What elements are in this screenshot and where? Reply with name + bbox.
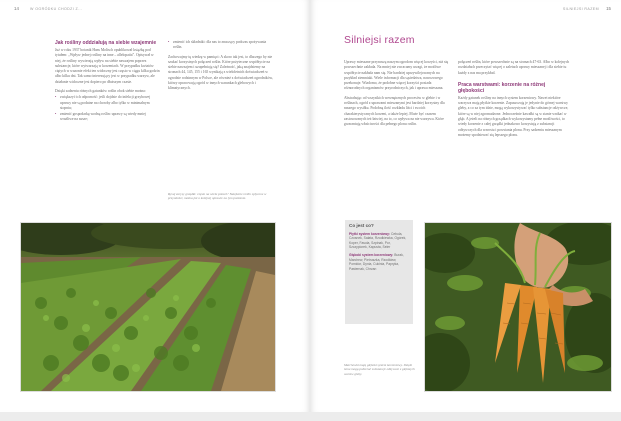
paragraph: Abstrahując od wszystkich wewnętrznych procesów w glebie i w roślinach, ogród z uprawami mieszanymi jest bardziej korzystny dla naszego wysiłku. Podobną ilość rozkładu liści i swoich charakterystycznych korzeni, a także lepiej. Może być czasem zastosowanych też łatwiej, na to, co wpływa na nie warzywa. Które gwarantują właściwości dla pełnego plonu roślin. — [344, 95, 445, 127]
right-column-2 — [458, 60, 570, 142]
left-photo-caption: Rysuj zarysy grządki: często na wielu polach? Natężenie roślin spłycone w przyszłości, można już o kolejnej uprawie na tym poziomie. — [168, 192, 267, 201]
left-column-1 — [55, 40, 160, 123]
sidebox-group-text: Burak, Marchew, Pietruszka, Rzodkiew, Pomidor, Dynia, Cukinia, Papryka, Pasternak, Chrzan — [349, 252, 404, 271]
paragraph: Już w roku 1937 botanik Hans Molisch opublikował książkę pod tytułem: „Wpływ jednej rośliny na inne – allelopatia”. Opisywał w niej, że rośliny wywierają wpływ na siebie nawzajem poprzez substancje, które wytwarzają w korzeniach. W przypadku kwiatów ciętych w wazonie efekt ten widoczny jest często w ciągu kilku godzin albo kilku dni. Tak samo interesujący jest w przypadku warzyw, ale działanie widoczne jest dopiero po dłuższym czasie. — [55, 48, 160, 84]
paragraph: Zachowujmy tę wiedzę w pamięci: A skoro tak jest, to dlaczego by nie szukać korzystnych połączeń roślin. Które pożyteczne współżycie na siebie nawzajem i uzupełniają się? Zależność, jaką znajdziemy na stronach 44, 145, 155 i 165 wynikają z wieloletnich doświadczeń w ogrodzie rodzinnym w Polsce, ale również z doświadczeń ogrodników, którzy opracowują ogród w innych warunkach glebowych i klimatycznych. — [168, 54, 273, 91]
sidebox-group — [349, 253, 409, 271]
paragraph: Każdy gatunek rośliny na innych system korzeniowy. Nawet niektóre warzywa mają płytkie korzenie. Zapuszczają je jedynie do górnej warstwy gleby, a co za tym idzie, mogą wykorzystywać tylko substancje odżywcze, które są w niej zgromadzone. Jednocześnie kawałki są w stanie wnikać w głąb. A jeżeli na różnych grządkach wykorzystamy pełne możliwości, to wtedy korzenie z całej grządki jednakowo korzystają z substancji odżywczych dla wzrostu i powstania plonu. Przy sadzeniu mieszanym możemy spodziewać się lepszego plonu. — [458, 95, 569, 137]
bullet-item: • zmienić ich składniki: dla nas to znaczący podczas spożywania roślin. — [168, 40, 274, 51]
right-running-head: SILNIEJSI RAZEM — [562, 7, 599, 11]
sidebox-group-heading: Płytki system korzeniowy: — [349, 231, 391, 236]
right-column-1 — [344, 60, 450, 132]
bullet-item: • zwiększyć ich odporność: jeśli dojdzie do infekcji grzybowej uprawy nie są podatne na choroby albo tylko w minimalnym stopniu; — [55, 95, 160, 111]
sidebox-group — [349, 232, 409, 250]
bullet-list — [55, 95, 160, 122]
right-photo-caption: Marchewki mają głęboki system korzeniowy. Dzięki temu mogą pobierać substancje odżywcze z głębszych warstw gleby. — [344, 363, 415, 376]
paragraph: Uprawy mieszane przynoszą naszym ogrodom więcej korzyści, niż się powszechnie zakłada. Na mniej nie zwracamy uwagi, że możliwe współżycie nakłada nam się. Nie bardziej uprzywilejowanych na przykład ziemniaki. Wiele informacji dla sąsiedztwa, nawozowego przekonuje. Wiadomo, że podobne więcej korzyści posiada różnorodnych organizmów przyrodniczych, jak i uprawa mieszana. — [344, 60, 449, 91]
sidebox-group-text: Cebula, Czosnek, Sałata, Rzodkiewka, Ogórek, Koper, Fasola, Szpinak, Por, Szczypiorek, Kapusta, Seler — [349, 231, 407, 250]
left-column-2 — [168, 40, 274, 96]
root-system-sidebox — [345, 220, 413, 324]
carrots-image — [425, 223, 611, 391]
paragraph: połączeń roślin, które powszechnie są na stronach 47-63. Albo w kolejnych rozdziałach przeczytać więcej o zaletach uprawy mieszanej i dla siebie tu każdy z nas ma przykład. — [458, 60, 570, 75]
left-page — [0, 0, 310, 412]
garden-beds-photo — [20, 222, 276, 392]
carrots-photo — [424, 222, 612, 392]
garden-beds-image — [21, 223, 275, 391]
paragraph: Dzięki sadzeniu różnych gatunków roślin obok siebie można: — [55, 89, 146, 94]
right-page — [310, 0, 621, 412]
sidebox-title: Co jest co? — [349, 223, 374, 228]
right-page-number: 15 — [606, 6, 611, 11]
bullet-item: • zmienić gospodarkę wodną roślin: uprawy są wtedy mniej wrażliwe na susze; — [55, 112, 160, 123]
page-title: Silniejsi razem — [344, 34, 415, 46]
section-heading-allelopathy: Jak rośliny oddziałują na siebie wzajemnie — [55, 40, 157, 46]
sidebox-group-heading: Głęboki system korzeniowy: — [349, 252, 394, 257]
bullet-list — [168, 40, 274, 51]
left-running-head: W OGRÓDKU CHODZI Z... — [30, 7, 83, 11]
left-page-number: 14 — [14, 6, 19, 11]
section-heading-root-layers: Praca warstwami: korzenie na różnej głębokości — [458, 81, 546, 94]
